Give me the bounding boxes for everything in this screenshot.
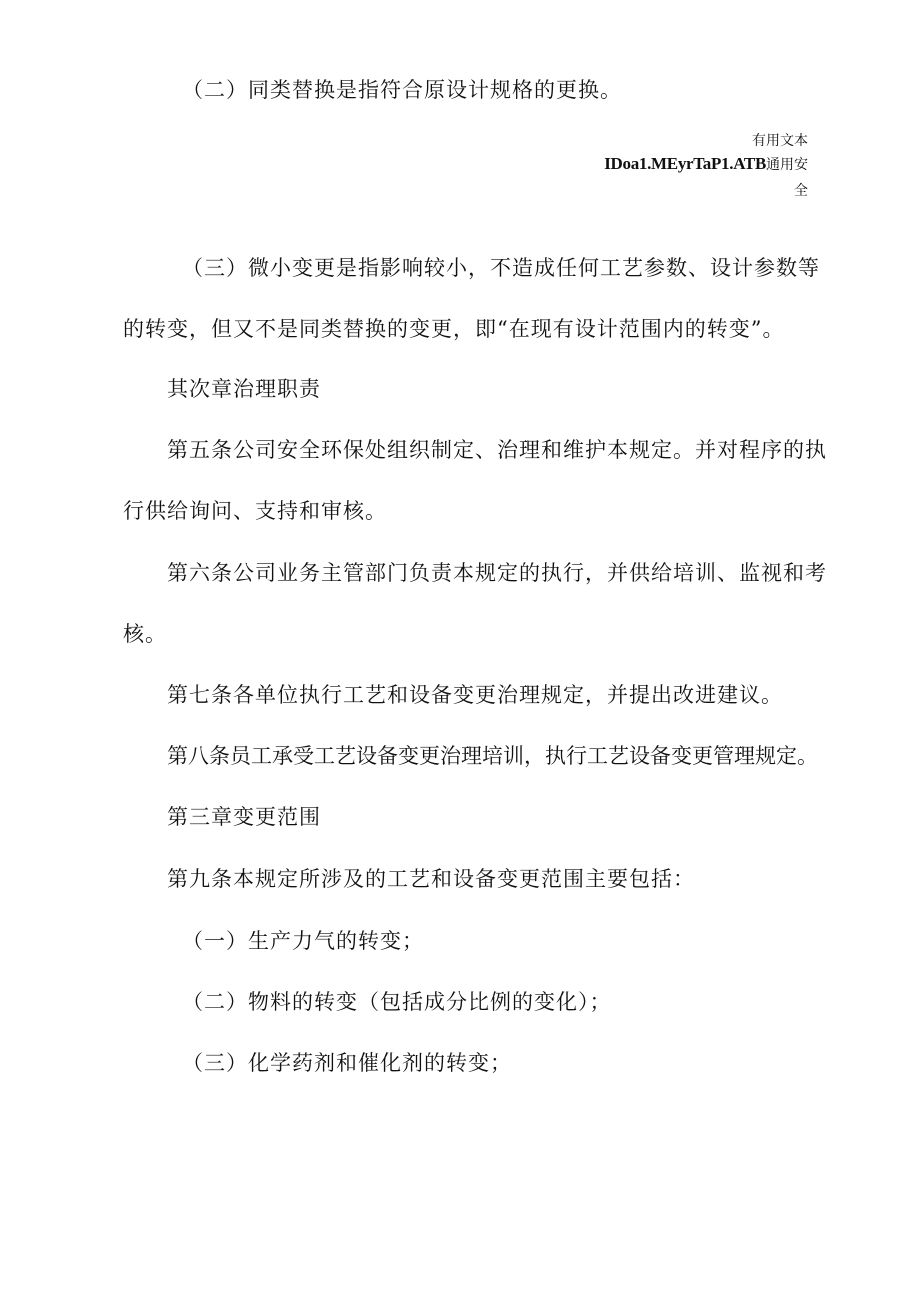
list-item-1: （一）生产力气的转变； (182, 929, 424, 953)
article-6-line-1: 第六条公司业务主管部门负责本规定的执行，并供给培训、监视和考 (167, 561, 827, 585)
paragraph-similar-replacement: （二）同类替换是指符合原设计规格的更换。 (182, 78, 622, 102)
article-6-line-2: 核。 (123, 622, 167, 646)
document-code: IDoa1.MEyrTaP1.ATB (604, 154, 766, 173)
running-header-line-2 (604, 154, 808, 175)
paragraph-minor-change-line-2: 的转变，但又不是同类替换的变更，即“在现有设计范围内的转变”。 (123, 317, 785, 341)
article-5-line-1: 第五条公司安全环保处组织制定、治理和维护本规定。并对程序的执 (167, 438, 827, 462)
chapter-heading-change-scope: 第三章变更范围 (167, 805, 321, 829)
document-code-suffix: 通用安 (766, 157, 808, 173)
article-8: 第八条员工承受工艺设备变更治理培训，执行工艺设备变更管理规定。 (167, 744, 818, 768)
paragraph-minor-change-line-1: （三）微小变更是指影响较小，不造成任何工艺参数、设计参数等 (182, 256, 820, 280)
article-7: 第七条各单位执行工艺和设备变更治理规定，并提出改进建议。 (167, 683, 783, 707)
article-9: 第九条本规定所涉及的工艺和设备变更范围主要包括： (167, 867, 695, 891)
article-5-line-2: 行供给询问、支持和审核。 (123, 499, 387, 523)
running-header-line-3: 全 (794, 183, 808, 199)
chapter-heading-responsibilities: 其次章治理职责 (167, 377, 321, 401)
list-item-2: （二）物料的转变（包括成分比例的变化）； (182, 990, 612, 1014)
list-item-3: （三）化学药剂和催化剂的转变； (182, 1051, 512, 1075)
running-header-line-1: 有用文本 (752, 133, 808, 149)
